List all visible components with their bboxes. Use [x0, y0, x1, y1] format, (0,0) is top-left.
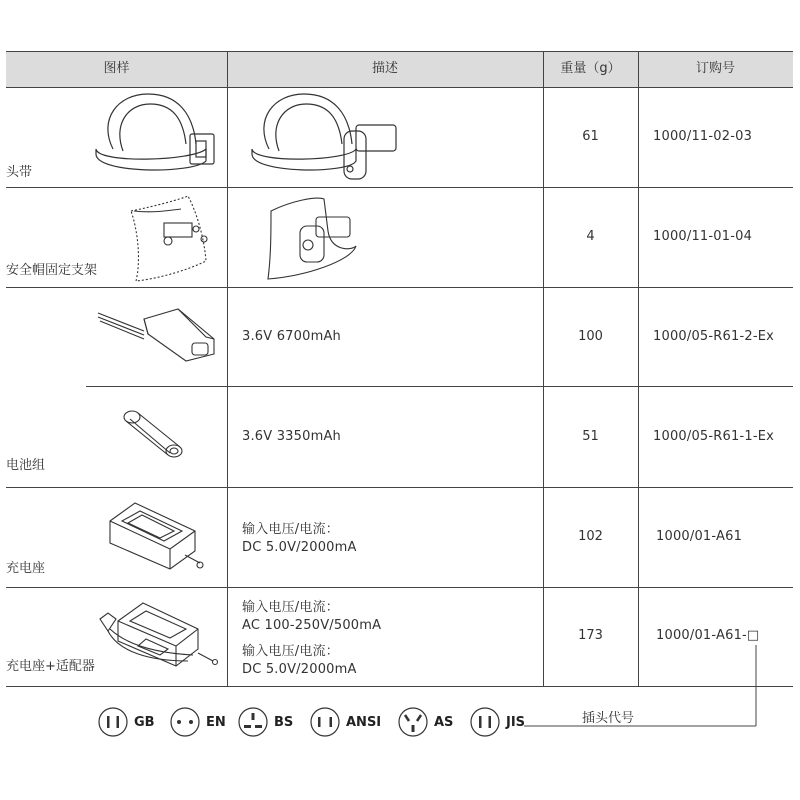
- column-divider: [543, 51, 544, 687]
- bracket-with-lamp-image: [256, 191, 366, 285]
- row-label-headband: 头带: [6, 165, 33, 180]
- plug-bs-label: BS: [274, 715, 294, 730]
- plug-as-icon: [396, 705, 430, 739]
- row-divider: [6, 287, 793, 288]
- plug-jis-label: JIS: [506, 715, 526, 730]
- order-bracket: 1000/11-01-04: [653, 229, 753, 244]
- order-battery-large: 1000/05-R61-2-Ex: [653, 329, 775, 344]
- battery-cell-image: [118, 403, 188, 463]
- weight-battery-small: 51: [582, 429, 599, 444]
- plug-bs-icon: [236, 705, 270, 739]
- charger-adapter-image: [98, 591, 223, 683]
- row-label-battery: 电池组: [6, 458, 46, 473]
- column-divider: [638, 51, 639, 687]
- plug-ansi-icon: [308, 705, 342, 739]
- headband-image: [88, 89, 228, 185]
- row-label-charger-adapter: 充电座+适配器: [6, 659, 95, 674]
- plug-legend: [0, 705, 800, 745]
- header-weight: 重量（g）: [560, 61, 621, 76]
- plug-as-label: AS: [434, 715, 454, 730]
- desc-battery-large: 3.6V 6700mAh: [242, 329, 341, 344]
- order-charger-adapter: 1000/01-A61-□: [656, 628, 760, 643]
- battery-pack-large-image: [96, 299, 216, 369]
- header-pattern: 图样: [103, 61, 130, 76]
- order-charger: 1000/01-A61: [656, 529, 743, 544]
- weight-headband: 61: [582, 129, 599, 144]
- row-label-helmet-bracket: 安全帽固定支架: [6, 263, 98, 278]
- desc-adapter-line1: 输入电压/电流：: [242, 600, 339, 615]
- header-order-number: 订购号: [695, 61, 735, 76]
- desc-adapter-line3: 输入电压/电流：: [242, 644, 339, 659]
- plug-en-icon: [168, 705, 202, 739]
- desc-charger-line2: DC 5.0V/2000mA: [242, 540, 357, 555]
- row-label-charger: 充电座: [6, 561, 46, 576]
- row-divider-partial: [86, 386, 793, 387]
- desc-charger-line1: 输入电压/电流：: [242, 522, 339, 537]
- table-top-border: [6, 51, 793, 52]
- charger-image: [100, 491, 210, 581]
- plug-jis-icon: [468, 705, 502, 739]
- header-bottom-border: [6, 87, 793, 88]
- order-headband: 1000/11-02-03: [653, 129, 753, 144]
- weight-bracket: 4: [586, 229, 595, 244]
- headband-with-lamp-image: [244, 89, 404, 185]
- row-divider: [6, 187, 793, 188]
- weight-charger-adapter: 173: [578, 628, 603, 643]
- order-battery-small: 1000/05-R61-1-Ex: [653, 429, 775, 444]
- plug-code-label: 插头代号: [582, 711, 635, 726]
- header-description: 描述: [371, 61, 398, 76]
- desc-adapter-line2: AC 100-250V/500mA: [242, 618, 382, 633]
- weight-battery-large: 100: [578, 329, 603, 344]
- product-table: [6, 51, 793, 687]
- plug-gb-label: GB: [134, 715, 155, 730]
- table-header: [6, 51, 793, 87]
- bracket-image: [126, 191, 226, 285]
- desc-battery-small: 3.6V 3350mAh: [242, 429, 341, 444]
- row-divider: [6, 587, 793, 588]
- plug-ansi-label: ANSI: [346, 715, 382, 730]
- desc-adapter-line4: DC 5.0V/2000mA: [242, 662, 357, 677]
- row-divider: [6, 487, 793, 488]
- plug-en-label: EN: [206, 715, 226, 730]
- weight-charger: 102: [578, 529, 603, 544]
- plug-gb-icon: [96, 705, 130, 739]
